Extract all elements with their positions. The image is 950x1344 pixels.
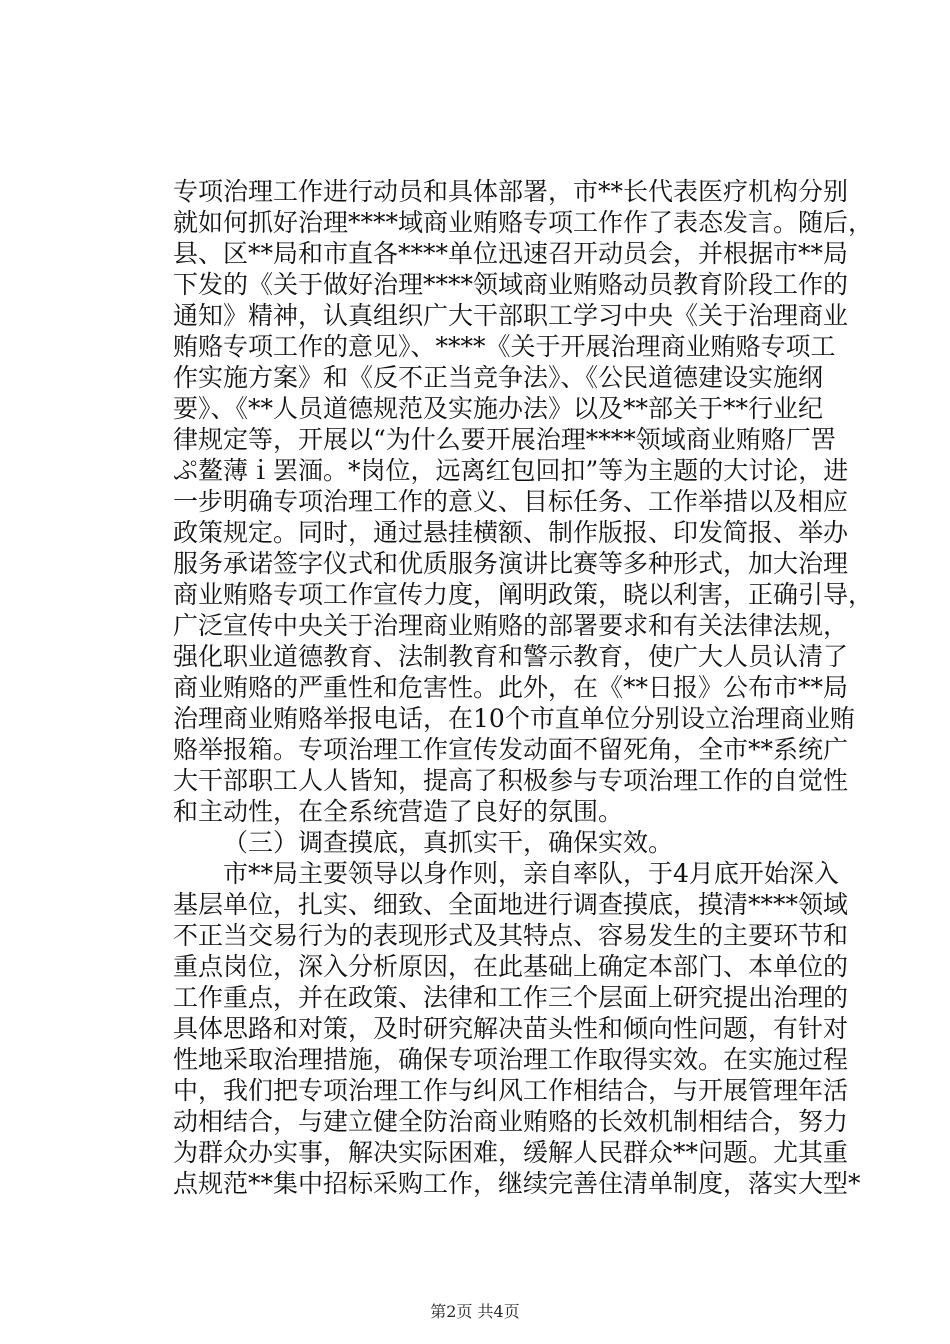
text-line: 一步明确专项治理工作的意义、目标任务、工作举措以及相应 — [173, 487, 849, 516]
text-line: 政策规定。同时，通过悬挂横额、制作版报、印发简报、举办 — [173, 518, 849, 547]
text-line: 动相结合，与建立健全防治商业贿赂的长效机制相结合，努力 — [173, 1107, 849, 1136]
text-line: 服务承诺签字仪式和优质服务演讲比赛等多种形式，加大治理 — [173, 549, 849, 578]
text-line: 贿赂专项工作的意见》、****《关于开展治理商业贿赂专项工 — [173, 332, 836, 361]
text-line: 县、区**局和市直各****单位迅速召开动员会，并根据市**局 — [173, 239, 849, 268]
text-line: 通知》精神，认真组织广大干部职工学习中央《关于治理商业 — [173, 301, 849, 330]
text-line: 治理商业贿赂举报电话，在10个市直单位分别设立治理商业贿 — [173, 704, 855, 733]
text-line: 和主动性，在全系统营造了良好的氛围。 — [173, 797, 624, 826]
text-line: 商业贿赂的严重性和危害性。此外，在《**日报》公布市**局 — [173, 673, 849, 702]
text-line: 律规定等，开展以“为什么要开展治理****领域商业贿赂厂罟 — [173, 425, 836, 454]
text-line: 商业贿赂专项工作宣传力度，阐明政策，晓以利害，正确引导， — [173, 580, 874, 609]
text-line: 下发的《关于做好治理****领域商业贿赂动员教育阶段工作的 — [173, 270, 849, 299]
text-line: 为群众办实事，解决实际困难，缓解人民群众**问题。尤其重 — [173, 1138, 849, 1167]
text-line: 中，我们把专项治理工作与纠风工作相结合，与开展管理年活 — [173, 1076, 849, 1105]
body-text — [173, 176, 874, 1199]
text-line: 就如何抓好治理****域商业贿赂专项工作作了表态发言。随后， — [173, 208, 874, 237]
text-line: 大干部职工人人皆知，提高了积极参与专项治理工作的自觉性 — [173, 766, 849, 795]
text-line: 广泛宣传中央关于治理商业贿赂的部署要求和有关法律法规， — [173, 611, 849, 640]
text-line: ぷ鳌薄ｉ罢湎。*岗位，远离红包回扣”等为主题的大讨论，进 — [173, 456, 849, 485]
text-line: 不正当交易行为的表现形式及其特点、容易发生的主要环节和 — [173, 921, 849, 950]
text-line: 点规范**集中招标采购工作，继续完善住清单制度，落实大型* — [173, 1169, 861, 1198]
text-line: 要》、《**人员道德规范及实施办法》以及**部关于**行业纪 — [173, 394, 824, 423]
text-line: 作实施方案》和《反不正当竞争法》、《公民道德建设实施纲 — [173, 363, 824, 392]
section-heading: （三）调查摸底，真抓实干，确保实效。 — [223, 828, 674, 857]
page-number-footer: 第2页 共4页 — [430, 1302, 520, 1321]
text-line: 具体思路和对策，及时研究解决苗头性和倾向性问题，有针对 — [173, 1014, 849, 1043]
text-line: 专项治理工作进行动员和具体部署，市**长代表医疗机构分别 — [173, 177, 849, 206]
text-line: 重点岗位，深入分析原因，在此基础上确定本部门、本单位的 — [173, 952, 849, 981]
text-line: 强化职业道德教育、法制教育和警示教育，使广大人员认清了 — [173, 642, 849, 671]
text-line: 赂举报箱。专项治理工作宣传发动面不留死角，全市**系统广 — [173, 735, 849, 764]
text-line: 基层单位，扎实、细致、全面地进行调查摸底，摸清****领域 — [173, 890, 849, 919]
text-line: 市**局主要领导以身作则，亲自率队，于4月底开始深入 — [223, 859, 839, 888]
text-line: 性地采取治理措施，确保专项治理工作取得实效。在实施过程 — [173, 1045, 849, 1074]
text-line: 工作重点，并在政策、法律和工作三个层面上研究提出治理的 — [173, 983, 849, 1012]
